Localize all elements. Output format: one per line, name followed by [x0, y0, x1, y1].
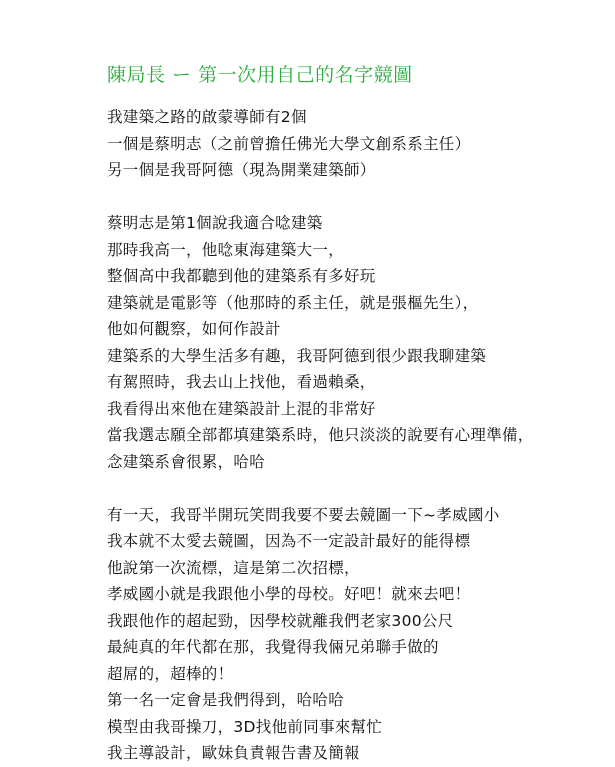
text-line: 模型由我哥操刀，3D找他前同事來幫忙 — [107, 717, 383, 736]
paragraph-spacer — [107, 184, 597, 211]
text-line: 我主導設計，歐妹負責報告書及簡報 — [107, 744, 360, 762]
text-line: 有駕照時，我去山上找他，看過賴桑， — [107, 373, 376, 391]
text-line: 第一名一定會是我們得到，哈哈哈 — [107, 691, 345, 709]
text-line: 那時我高一，他唸東海建築大一， — [107, 240, 345, 259]
text-line: 一個是蔡明志（之前曾擔任佛光大學文創系系主任） — [107, 134, 471, 153]
paragraph — [107, 210, 597, 475]
article-body — [107, 104, 597, 767]
text-line: 超屌的，超棒的！ — [107, 664, 234, 683]
paragraph — [107, 502, 597, 767]
paragraph-spacer — [107, 475, 597, 502]
text-line: 我看得出來他在建築設計上混的非常好 — [107, 399, 376, 418]
article-title: 陳局長 ー 第一次用自己的名字競圖 — [107, 64, 413, 86]
paragraph — [107, 104, 597, 184]
text-line: 我本就不太愛去競圖，因為不一定設計最好的能得標 — [107, 532, 471, 550]
text-line: 建築系的大學生活多有趣，我哥阿德到很少跟我聊建築 — [107, 346, 487, 365]
text-line: 有一天，我哥半開玩笑問我要不要去競圖一下~孝威國小 — [107, 505, 500, 524]
text-line: 我建築之路的啟蒙導師有2個 — [107, 108, 307, 126]
text-line: 另一個是我哥阿德（現為開業建築師） — [107, 161, 376, 179]
text-line: 我跟他作的超起勁，因學校就離我們老家300公尺 — [107, 611, 454, 630]
text-line: 當我選志願全部都填建築系時，他只淡淡的說要有心理準備， — [107, 426, 534, 444]
text-line: 蔡明志是第1個說我適合唸建築 — [107, 214, 323, 232]
text-line: 他如何觀察，如何作設計 — [107, 320, 281, 338]
text-line: 他說第一次流標，這是第二次招標， — [107, 558, 360, 577]
text-line: 孝威國小就是我跟他小學的母校。好吧！就來去吧！ — [107, 585, 471, 603]
text-line: 整個高中我都聽到他的建築系有多好玩 — [107, 267, 376, 285]
text-line: 建築就是電影等（他那時的系主任，就是張樞先生）， — [107, 293, 479, 312]
text-line: 念建築系會很累，哈哈 — [107, 452, 266, 471]
text-line: 最純真的年代都在那，我覺得我倆兄弟聯手做的 — [107, 638, 439, 656]
